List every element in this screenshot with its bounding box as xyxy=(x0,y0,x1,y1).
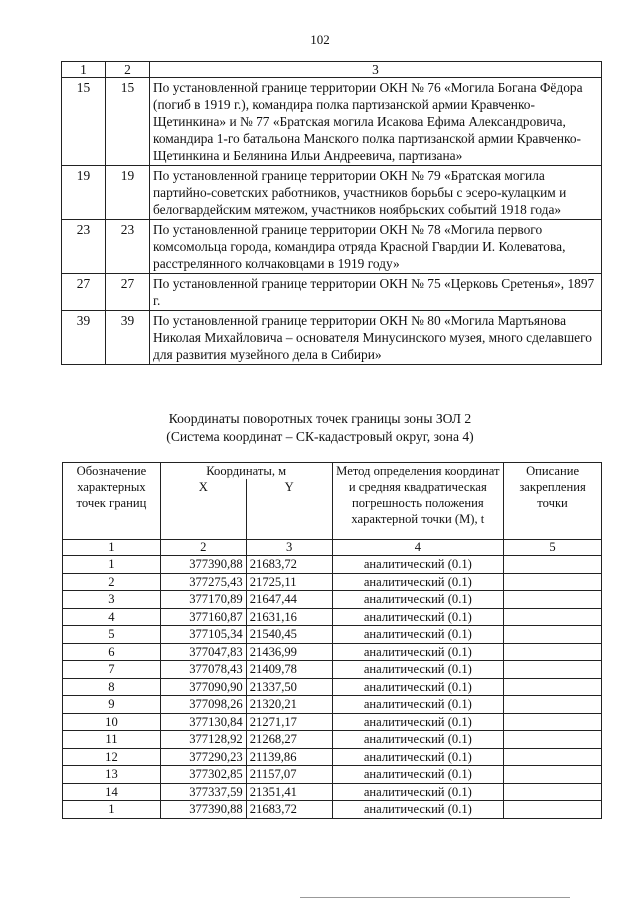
row-number-col2: 15 xyxy=(106,78,150,166)
point-designation: 12 xyxy=(63,748,161,766)
coordinate-x: 377275,43 xyxy=(160,573,246,591)
row-number-col1: 27 xyxy=(62,274,106,311)
table-row xyxy=(63,643,602,661)
table-row xyxy=(62,274,602,311)
point-designation: 6 xyxy=(63,643,161,661)
table-row xyxy=(63,608,602,626)
header-description: Описание закрепления точки xyxy=(504,463,602,540)
point-designation: 4 xyxy=(63,608,161,626)
fixation-description xyxy=(504,748,602,766)
coordinate-y: 21271,17 xyxy=(246,713,332,731)
table-row xyxy=(62,166,602,220)
determination-method: аналитический (0.1) xyxy=(332,783,504,801)
point-designation: 7 xyxy=(63,661,161,679)
column-index-1: 1 xyxy=(63,540,161,556)
boundary-description: По установленной границе территории ОКН № 80 «Могила Мартьянова Николая Михайловича – основателя Минусинского музея, много сделавшего для развития музейного дела в Сибири» xyxy=(150,311,602,365)
fixation-description xyxy=(504,801,602,819)
header-y: Y xyxy=(246,479,332,540)
fixation-description xyxy=(504,626,602,644)
column-index-4: 4 xyxy=(332,540,504,556)
footer-divider xyxy=(300,897,570,898)
coordinate-y: 21631,16 xyxy=(246,608,332,626)
determination-method: аналитический (0.1) xyxy=(332,696,504,714)
table-header-row xyxy=(62,62,602,78)
point-designation: 9 xyxy=(63,696,161,714)
determination-method: аналитический (0.1) xyxy=(332,556,504,574)
coordinate-y: 21139,86 xyxy=(246,748,332,766)
determination-method: аналитический (0.1) xyxy=(332,626,504,644)
coordinate-y: 21157,07 xyxy=(246,766,332,784)
fixation-description xyxy=(504,783,602,801)
row-number-col1: 15 xyxy=(62,78,106,166)
coordinate-x: 377098,26 xyxy=(160,696,246,714)
coordinate-x: 377105,34 xyxy=(160,626,246,644)
determination-method: аналитический (0.1) xyxy=(332,661,504,679)
point-designation: 5 xyxy=(63,626,161,644)
coordinate-y: 21351,41 xyxy=(246,783,332,801)
coordinate-x: 377128,92 xyxy=(160,731,246,749)
coordinate-x: 377337,59 xyxy=(160,783,246,801)
table-row xyxy=(63,713,602,731)
determination-method: аналитический (0.1) xyxy=(332,643,504,661)
section-title xyxy=(0,410,640,446)
table-row xyxy=(63,766,602,784)
coordinate-y: 21683,72 xyxy=(246,556,332,574)
table-row xyxy=(63,573,602,591)
table-row xyxy=(63,748,602,766)
coordinate-x: 377130,84 xyxy=(160,713,246,731)
table-row xyxy=(63,731,602,749)
boundary-description: По установленной границе территории ОКН № 78 «Могила первого комсомольца города, командира отряда Красной Гвардии И. Колеватова, расстрелянного колчаковцами в 1919 году» xyxy=(150,220,602,274)
coordinate-x: 377090,90 xyxy=(160,678,246,696)
boundary-description-table xyxy=(61,61,602,365)
boundary-description: По установленной границе территории ОКН № 79 «Братская могила партийно-советских работников, участников борьбы с эсеро-кулацким и белогвардейским мятежом, участников ноябрьских событий 1918 года» xyxy=(150,166,602,220)
table-row xyxy=(62,78,602,166)
coordinate-y: 21540,45 xyxy=(246,626,332,644)
row-number-col2: 23 xyxy=(106,220,150,274)
header-designation: Обозначение характерных точек границ xyxy=(63,463,161,540)
coordinate-x: 377302,85 xyxy=(160,766,246,784)
row-number-col1: 23 xyxy=(62,220,106,274)
column-header-1: 1 xyxy=(62,62,106,78)
fixation-description xyxy=(504,678,602,696)
coordinate-y: 21409,78 xyxy=(246,661,332,679)
determination-method: аналитический (0.1) xyxy=(332,678,504,696)
row-number-col2: 39 xyxy=(106,311,150,365)
fixation-description xyxy=(504,661,602,679)
fixation-description xyxy=(504,591,602,609)
column-index-2: 2 xyxy=(160,540,246,556)
fixation-description xyxy=(504,766,602,784)
section-title-line-1: Координаты поворотных точек границы зоны ЗОЛ 2 xyxy=(168,411,472,426)
coordinate-x: 377160,87 xyxy=(160,608,246,626)
coordinate-x: 377047,83 xyxy=(160,643,246,661)
coordinate-x: 377290,23 xyxy=(160,748,246,766)
determination-method: аналитический (0.1) xyxy=(332,766,504,784)
page-number: 102 xyxy=(310,32,330,47)
table-row xyxy=(62,220,602,274)
row-number-col1: 39 xyxy=(62,311,106,365)
fixation-description xyxy=(504,731,602,749)
point-designation: 11 xyxy=(63,731,161,749)
fixation-description xyxy=(504,573,602,591)
coordinate-x: 377078,43 xyxy=(160,661,246,679)
determination-method: аналитический (0.1) xyxy=(332,801,504,819)
fixation-description xyxy=(504,608,602,626)
section-title-line-2: (Система координат – СК-кадастровый округ, зона 4) xyxy=(166,429,474,444)
column-index-5: 5 xyxy=(504,540,602,556)
row-number-col1: 19 xyxy=(62,166,106,220)
point-designation: 2 xyxy=(63,573,161,591)
coordinate-y: 21647,44 xyxy=(246,591,332,609)
row-number-col2: 27 xyxy=(106,274,150,311)
fixation-description xyxy=(504,696,602,714)
coordinate-y: 21268,27 xyxy=(246,731,332,749)
column-header-3: 3 xyxy=(150,62,602,78)
determination-method: аналитический (0.1) xyxy=(332,713,504,731)
coordinate-y: 21320,21 xyxy=(246,696,332,714)
determination-method: аналитический (0.1) xyxy=(332,591,504,609)
table-row xyxy=(63,556,602,574)
header-x: X xyxy=(160,479,246,540)
determination-method: аналитический (0.1) xyxy=(332,748,504,766)
coordinates-header-row xyxy=(63,463,602,480)
point-designation: 10 xyxy=(63,713,161,731)
determination-method: аналитический (0.1) xyxy=(332,608,504,626)
header-method: Метод определения координат и средняя квадратическая погрешность положения характерной точки (М), t xyxy=(332,463,504,540)
coordinate-x: 377390,88 xyxy=(160,801,246,819)
table-row xyxy=(63,696,602,714)
table-row xyxy=(63,661,602,679)
table-row xyxy=(63,626,602,644)
determination-method: аналитический (0.1) xyxy=(332,573,504,591)
coordinate-y: 21337,50 xyxy=(246,678,332,696)
coordinate-x: 377390,88 xyxy=(160,556,246,574)
column-index-3: 3 xyxy=(246,540,332,556)
point-designation: 3 xyxy=(63,591,161,609)
row-number-col2: 19 xyxy=(106,166,150,220)
point-designation: 1 xyxy=(63,801,161,819)
boundary-description: По установленной границе территории ОКН № 75 «Церковь Сретенья», 1897 г. xyxy=(150,274,602,311)
table-row xyxy=(63,591,602,609)
table-row xyxy=(63,783,602,801)
fixation-description xyxy=(504,643,602,661)
coordinate-y: 21436,99 xyxy=(246,643,332,661)
header-coordinates: Координаты, м xyxy=(160,463,332,480)
column-header-2: 2 xyxy=(106,62,150,78)
point-designation: 8 xyxy=(63,678,161,696)
point-designation: 13 xyxy=(63,766,161,784)
table-row xyxy=(62,311,602,365)
fixation-description xyxy=(504,713,602,731)
column-index-row xyxy=(63,540,602,556)
table-row xyxy=(63,801,602,819)
boundary-description: По установленной границе территории ОКН № 76 «Могила Богана Фёдора (погиб в 1919 г.), командира полка партизанской армии Кравченко-Щетинкина» и № 77 «Братская могила Исакова Ефима Александровича, командира 1-го батальона Манского полка партизанской армии Кравченко-Щетинкина и Белянина Ильи Андреевича, партизана» xyxy=(150,78,602,166)
coordinate-x: 377170,89 xyxy=(160,591,246,609)
coordinates-table xyxy=(62,462,602,819)
coordinate-y: 21683,72 xyxy=(246,801,332,819)
point-designation: 14 xyxy=(63,783,161,801)
point-designation: 1 xyxy=(63,556,161,574)
fixation-description xyxy=(504,556,602,574)
coordinate-y: 21725,11 xyxy=(246,573,332,591)
table-row xyxy=(63,678,602,696)
determination-method: аналитический (0.1) xyxy=(332,731,504,749)
